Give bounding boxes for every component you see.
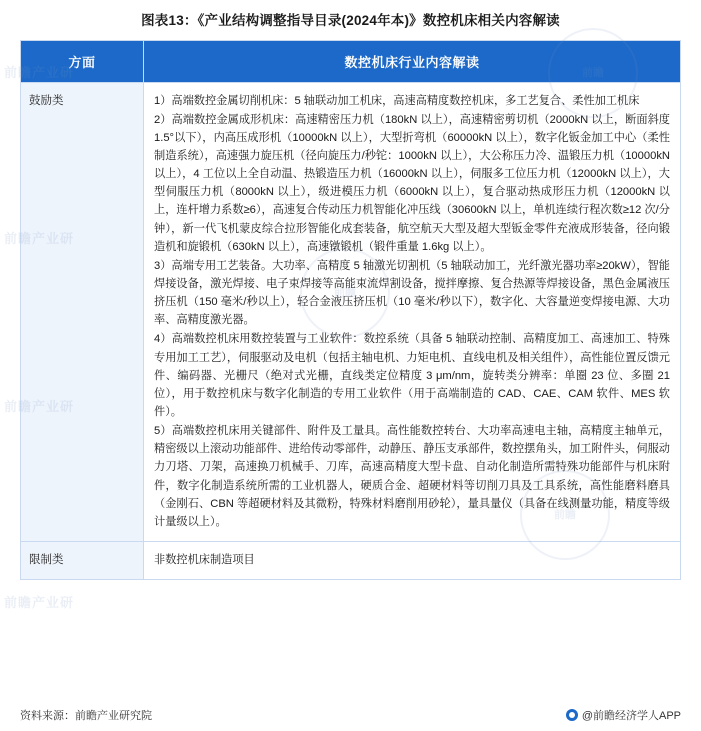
- page-title: 图表13：《产业结构调整指导目录(2024年本)》数控机床相关内容解读: [141, 13, 560, 28]
- paragraph: 1）高端数控金属切削机床：5 轴联动加工机床，高速高精度数控机床，多工艺复合、柔性加工机床: [154, 94, 640, 107]
- row-content-restricted: [144, 541, 681, 579]
- row-aspect-restricted: 限制类: [21, 541, 144, 579]
- column-header-aspect: 方面: [21, 40, 144, 82]
- brand-logo-icon: [566, 709, 578, 721]
- table-row: [21, 541, 681, 579]
- footer: [0, 707, 701, 723]
- row-aspect-encouraged: 鼓励类: [21, 82, 144, 541]
- table-header: [21, 40, 681, 82]
- table-header-row: [21, 40, 681, 82]
- paragraph: 4）高端数控机床用数控装置与工业软件：数控系统（具备 5 轴联动控制、高精度加工、高速加工、特殊专用加工工艺），伺服驱动及电机（包括主轴电机、力矩电机、直线电机及相关组件），高性能位置反馈元件、编码器、光栅尺（绝对式光栅，直线类定位精度 3 μm/nm，旋转类分辨率：单圈 23 位、多圈 21 位），用于数控机床与数字化制造的专用工业软件（用于高端制造的 CAD、CAE、CAM 软件、MES 软件）。: [154, 333, 670, 418]
- table-body: [21, 82, 681, 580]
- brand-label: @前瞻经济学人APP: [581, 710, 681, 722]
- row-content-encouraged: [144, 82, 681, 541]
- source-note: 资料来源：前瞻产业研究院: [20, 710, 152, 722]
- paragraph: 2）高端数控金属成形机床：高速精密压力机（180kN 以上），高速精密剪切机（2000kN 以上，断面斜度 1.5°以下），内高压成形机（10000kN 以上），大型折弯机（60000kN 以上），数字化钣金加工中心（柔性制造系统），高速强力旋压机（径向旋压力/秒铊：1000kN 以上），大公称压力冷、温锻压力机（10000kN 以上），4 工位以上全自动温、热锻造压力机（16000kN 以上），伺服多工位压力机（12000kN 以上），大型伺服压力机（8000kN 以上），级进模压力机（6000kN 以上），复合驱动热成形压力机（12000kN 以上，连杆增力系数≥6），高速复合传动压力机智能化冲压线（30600kN 以上，单机连续行程次数≥12 次/分钟），新一代飞机蒙皮综合拉形智能化成套装备，航空航天大型及超大型钣金零件充液成形装备，径向锻造机和旋锻机（630kN 以上），高速镦锻机（锻件重量 1.6kg 以上）。: [154, 113, 670, 253]
- content-table: [20, 40, 681, 581]
- brand-credit: [566, 707, 681, 723]
- watermark: 前瞻产业研: [4, 595, 75, 610]
- column-header-content: 数控机床行业内容解读: [144, 40, 681, 82]
- paragraph: 5）高端数控机床用关键部件、附件及工量具。高性能数控转台、大功率高速电主轴，高精度主轴单元，精密级以上滚动功能部件、进给传动零部件，动静压、静压支承部件，数控摆角头，加工附件头，伺服动力刀塔、刀架，高速换刀机械手、刀库，高速高精度大型卡盘、自动化制造所需特殊功能部件与机床附件，数字化制造系统所需的工业机器人，硬质合金、超硬材料等切削刀具及工具系统，高性能磨料磨具（金刚石、CBN 等超硬材料及其微粉，特殊材料磨削用砂轮），量具量仪（具备在线测量功能，精度等级计量级以上）。: [154, 425, 670, 528]
- paragraph: 非数控机床制造项目: [154, 553, 255, 566]
- paragraph: 3）高端专用工艺装备。大功率、高精度 5 轴激光切割机（5 轴联动加工，光纤激光器功率≥20kW），智能焊接设备，激光焊接、电子束焊接等高能束流焊割设备，搅拌摩擦、复合热源等焊接设备，黑色金属液压挤压机（150 毫米/秒以上），轻合金液压挤压机（10 毫米/秒以下），数字化、大容量逆变焊接电源、大功率、高精度激光器。: [154, 259, 670, 327]
- table-row: [21, 82, 681, 541]
